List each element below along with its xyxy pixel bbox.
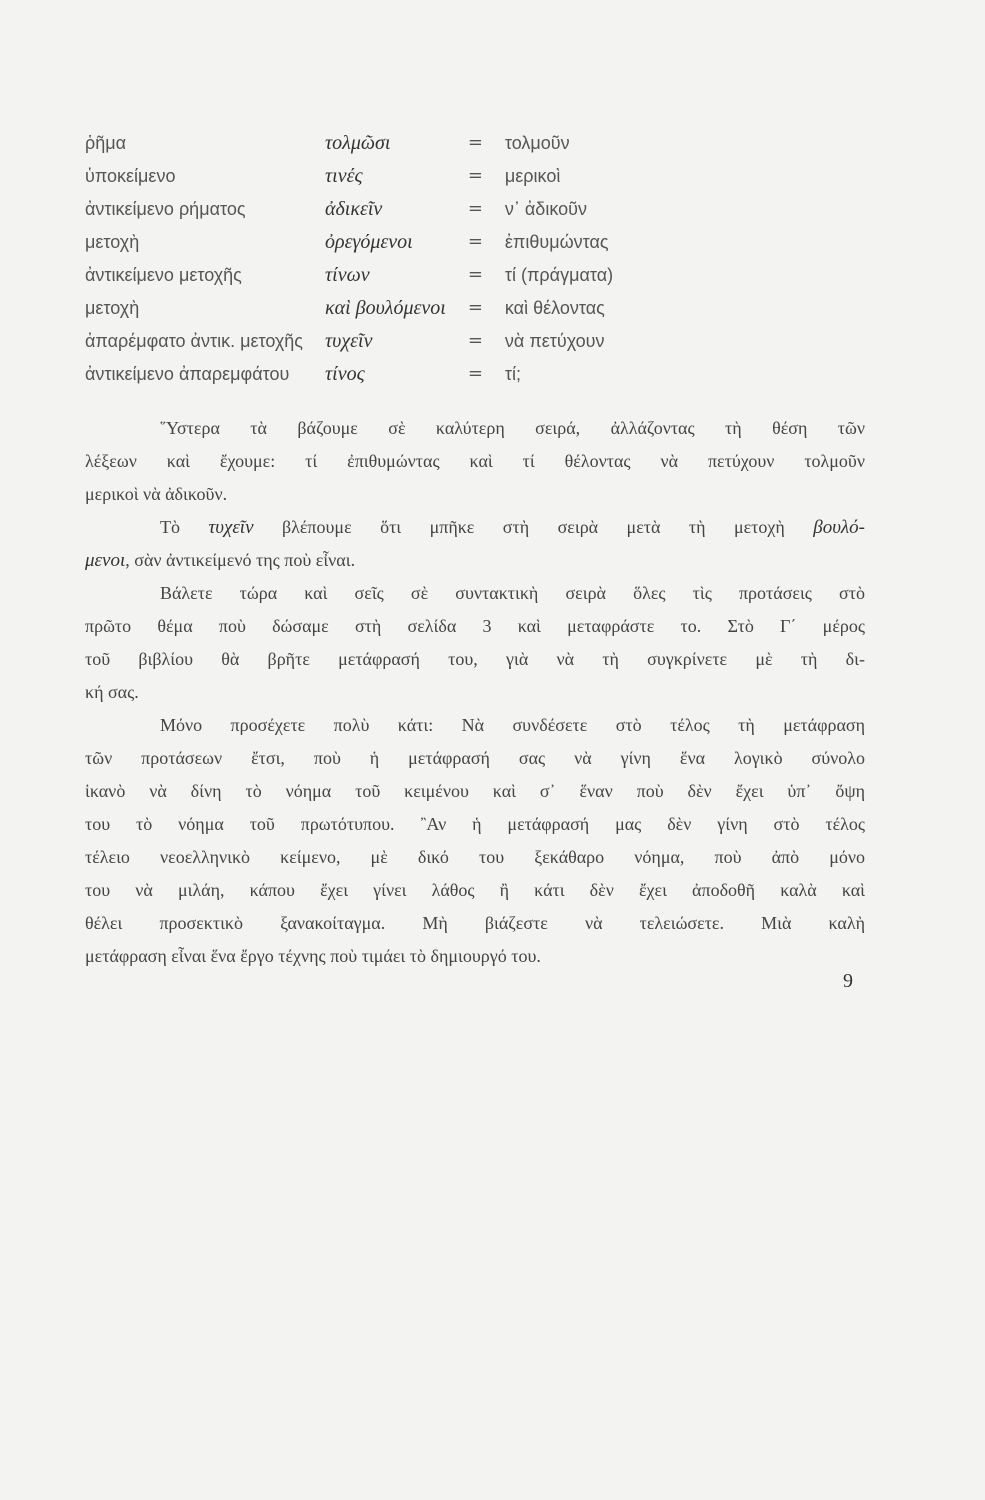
- text-segment: βλέπουμε ὅτι μπῆκε στὴ σειρὰ μετὰ τὴ μετοχὴ: [253, 517, 814, 537]
- equals-sign: =: [467, 197, 483, 219]
- ancient-greek-word: καὶ βουλόμενοι: [325, 296, 446, 319]
- text-segment: μετάφραση εἶναι ἕνα ἔργο τέχνης ποὺ τιμάει τὸ δημιουργό του.: [85, 946, 541, 966]
- text-line: [85, 742, 865, 775]
- grammatical-term: ὑποκείμενο: [85, 165, 176, 186]
- grammatical-term: ἀντικείμενο ρήματος: [85, 198, 246, 219]
- text-line: [85, 676, 865, 709]
- equals-sign: =: [467, 230, 483, 252]
- ancient-greek-word: τίνος: [325, 362, 365, 385]
- modern-translation: τολμοῦν: [504, 132, 570, 153]
- text-line: [85, 808, 865, 841]
- text-segment: τῶν προτάσεων ἔτσι, ποὺ ἡ μετάφρασή σας νὰ γίνη ἕνα λογικὸ σύνολο: [85, 748, 865, 768]
- italic-word: μενοι: [85, 550, 126, 571]
- paragraph: [85, 709, 865, 973]
- text-segment: ἱκανὸ νὰ δίνη τὸ νόημα τοῦ κειμένου καὶ σ᾿ ἕναν ποὺ δὲν ἔχει ὑπ᾿ ὄψη: [85, 781, 865, 801]
- text-line: [85, 775, 865, 808]
- text-segment: Τὸ: [160, 517, 209, 537]
- equals-sign: =: [467, 263, 483, 285]
- equals-sign: =: [467, 362, 483, 384]
- text-line: [85, 940, 865, 973]
- ancient-greek-word: τυχεῖν: [325, 329, 373, 352]
- modern-translation: τί;: [504, 363, 522, 384]
- text-segment: του τὸ νόημα τοῦ πρωτότυπου. ῍Αν ἡ μετάφρασή μας δὲν γίνη στὸ τέλος: [85, 814, 865, 834]
- modern-translation: μερικοὶ: [504, 165, 561, 186]
- text-segment: ῞Υστερα τὰ βάζουμε σὲ καλύτερη σειρά, ἀλλάζοντας τὴ θέση τῶν: [160, 418, 865, 438]
- text-line: [85, 478, 865, 511]
- ancient-greek-word: τίνων: [325, 263, 370, 286]
- text-line: [85, 643, 865, 676]
- text-segment: Μόνο προσέχετε πολὺ κάτι: Νὰ συνδέσετε στὸ τέλος τὴ μετάφραση: [160, 715, 865, 735]
- text-line: [85, 511, 865, 544]
- paragraph: [85, 412, 865, 511]
- grammatical-term: ἀντικείμενο μετοχῆς: [85, 264, 242, 285]
- equals-sign: =: [467, 164, 483, 186]
- text-line: [85, 874, 865, 907]
- modern-translation: ν᾿ ἀδικοῦν: [504, 198, 587, 219]
- paragraph: [85, 511, 865, 577]
- text-line: [85, 577, 865, 610]
- grammatical-term: ἀπαρέμφατο ἀντικ. μετοχῆς: [85, 330, 303, 351]
- ancient-greek-word: τολμῶσι: [325, 131, 391, 154]
- body-text: [85, 412, 865, 973]
- page-number: 9: [843, 970, 853, 992]
- grammatical-term: μετοχὴ: [85, 297, 140, 318]
- modern-translation: νὰ πετύχουν: [504, 330, 605, 351]
- grammatical-term: ἀντικείμενο ἀπαρεμφάτου: [85, 363, 290, 384]
- modern-translation: τί (πράγματα): [504, 264, 614, 285]
- text-segment: τέλειο νεοελληνικὸ κείμενο, μὲ δικό του ξεκάθαρο νόημα, ποὺ ἀπὸ μόνο: [85, 847, 865, 867]
- text-line: [85, 544, 865, 577]
- text-segment: τοῦ βιβλίου θὰ βρῆτε μετάφρασή του, γιὰ νὰ τὴ συγκρίνετε μὲ τὴ δι-: [85, 649, 865, 669]
- text-segment: του νὰ μιλάη, κάπου ἔχει γίνει λάθος ἢ κάτι δὲν ἔχει ἀποδοθῆ καλὰ καὶ: [85, 880, 865, 900]
- text-line: [85, 412, 865, 445]
- text-line: [85, 709, 865, 742]
- text-line: [85, 445, 865, 478]
- text-segment: μερικοὶ νὰ ἀδικοῦν.: [85, 484, 228, 504]
- text-segment: κή σας.: [85, 682, 139, 702]
- paragraph: [85, 577, 865, 709]
- text-line: [85, 907, 865, 940]
- text-segment: πρῶτο θέμα ποὺ δώσαμε στὴ σελίδα 3 καὶ μεταφράστε το. Στὸ Γ΄ μέρος: [85, 616, 865, 636]
- italic-word: τυχεῖν: [208, 517, 254, 538]
- italic-word: βουλό-: [813, 517, 865, 538]
- text-line: [85, 841, 865, 874]
- text-line: [85, 610, 865, 643]
- text-segment: , σὰν ἀντικείμενό της ποὺ εἶναι.: [125, 550, 356, 570]
- modern-translation: καὶ θέλοντας: [504, 297, 605, 318]
- text-segment: λέξεων καὶ ἔχουμε: τί ἐπιθυμώντας καὶ τί θέλοντας νὰ πετύχουν τολμοῦν: [85, 451, 865, 471]
- modern-translation: ἐπιθυμώντας: [504, 231, 609, 252]
- translation-table: [85, 126, 613, 390]
- grammatical-term: ῥῆμα: [85, 132, 127, 153]
- equals-sign: =: [467, 296, 483, 318]
- grammatical-term: μετοχὴ: [85, 231, 140, 252]
- text-segment: θέλει προσεκτικὸ ξανακοίταγμα. Μὴ βιάζεστε νὰ τελειώσετε. Μιὰ καλὴ: [85, 913, 865, 933]
- ancient-greek-word: ὀρεγόμενοι: [325, 230, 413, 253]
- ancient-greek-word: τινές: [325, 164, 363, 187]
- text-segment: Βάλετε τώρα καὶ σεῖς σὲ συντακτικὴ σειρὰ ὅλες τὶς προτάσεις στὸ: [160, 583, 865, 603]
- ancient-greek-word: ἀδικεῖν: [325, 197, 383, 220]
- equals-sign: =: [467, 329, 483, 351]
- equals-sign: =: [467, 131, 483, 153]
